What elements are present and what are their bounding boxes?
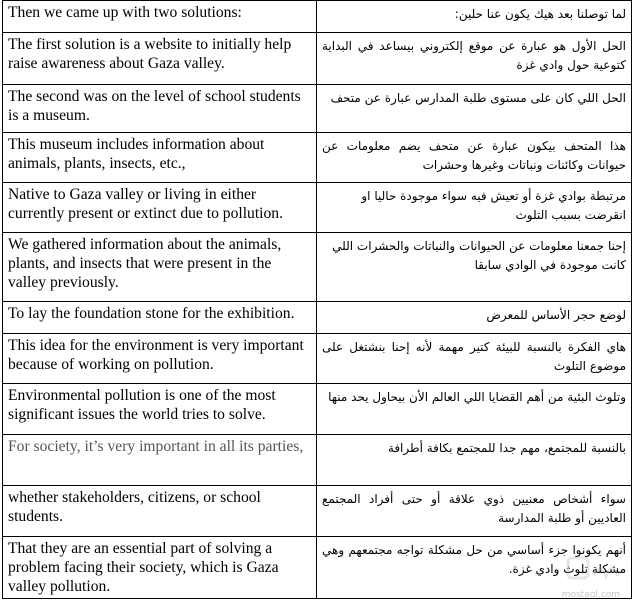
table-row — [3, 183, 632, 233]
arabic-cell: وتلوث البئية من أهم القضايا اللي العالم الأن بيحاول يحد منها — [317, 384, 632, 435]
arabic-cell: سواء أشخاص معنيين ذوي علاقة أو حتى أفراد المجتمع العاديين أو طلبة المدارسة — [317, 486, 632, 537]
arabic-cell: أنهم يكونوا جزء أساسي من حل مشكلة تواجه مجتمعهم وهي مشكلة تلوث وادي غزة. — [317, 537, 632, 599]
english-cell: The first solution is a website to initially help raise awareness about Gaza valley. — [3, 33, 317, 85]
arabic-cell: هاي الفكرة بالنسبة للبيئة كتير مهمة لأنه إحنا بنشتغل على موضوع التلوث — [317, 334, 632, 384]
table-row — [3, 435, 632, 486]
table-row — [3, 486, 632, 537]
english-cell: For society, it’s very important in all its parties, — [3, 435, 317, 486]
english-cell: This museum includes information about animals, plants, insects, etc., — [3, 133, 317, 183]
arabic-cell: الحل اللي كان على مستوى طلبة المدارس عبارة عن متحف — [317, 85, 632, 133]
table-row — [3, 1, 632, 33]
watermark-text: mostaql.com — [561, 590, 620, 600]
table-row — [3, 133, 632, 183]
english-cell: To lay the foundation stone for the exhibition. — [3, 302, 317, 334]
arabic-cell: لوضع حجر الأساس للمعرض — [317, 302, 632, 334]
english-cell: Then we came up with two solutions: — [3, 1, 317, 33]
english-cell: We gathered information about the animals, plants, and insects that were present in the valley previously. — [3, 233, 317, 302]
arabic-cell: بالنسبة للمجتمع، مهم جدا للمجتمع بكافة أطرافة — [317, 435, 632, 486]
transcript-table — [2, 0, 632, 599]
english-cell: whether stakeholders, citizens, or school students. — [3, 486, 317, 537]
table-row — [3, 233, 632, 302]
table-row — [3, 334, 632, 384]
english-cell: This idea for the environment is very important because of working on pollution. — [3, 334, 317, 384]
english-cell: Environmental pollution is one of the most significant issues the world tries to solve. — [3, 384, 317, 435]
table-row — [3, 302, 632, 334]
table-row — [3, 384, 632, 435]
table-row — [3, 33, 632, 85]
english-cell: Native to Gaza valley or living in either currently present or extinct due to pollution. — [3, 183, 317, 233]
arabic-cell: إحنا جمعنا معلومات عن الحيوانات والنباتات والحشرات اللي كانت موجودة في الوادي سابقا — [317, 233, 632, 302]
arabic-cell: مرتبطة بوادي غزة أو تعيش فيه سواء موجودة حاليا او انقرضت بسبب التلوث — [317, 183, 632, 233]
arabic-cell: الحل الأول هو عبارة عن موقع إلكتروني بيساعد في البداية كتوعية حول وادي غزة — [317, 33, 632, 85]
table-row — [3, 537, 632, 599]
table-row — [3, 85, 632, 133]
english-cell: The second was on the level of school students is a museum. — [3, 85, 317, 133]
english-cell: That they are an essential part of solving a problem facing their society, which is Gaza valley pollution. — [3, 537, 317, 599]
arabic-cell: هذا المتحف بيكون عبارة عن متحف يضم معلومات عن حيوانات وكائنات ونباتات وغيرها وحشرات — [317, 133, 632, 183]
arabic-cell: لما توصلنا بعد هيك يكون عنا حلين: — [317, 1, 632, 33]
